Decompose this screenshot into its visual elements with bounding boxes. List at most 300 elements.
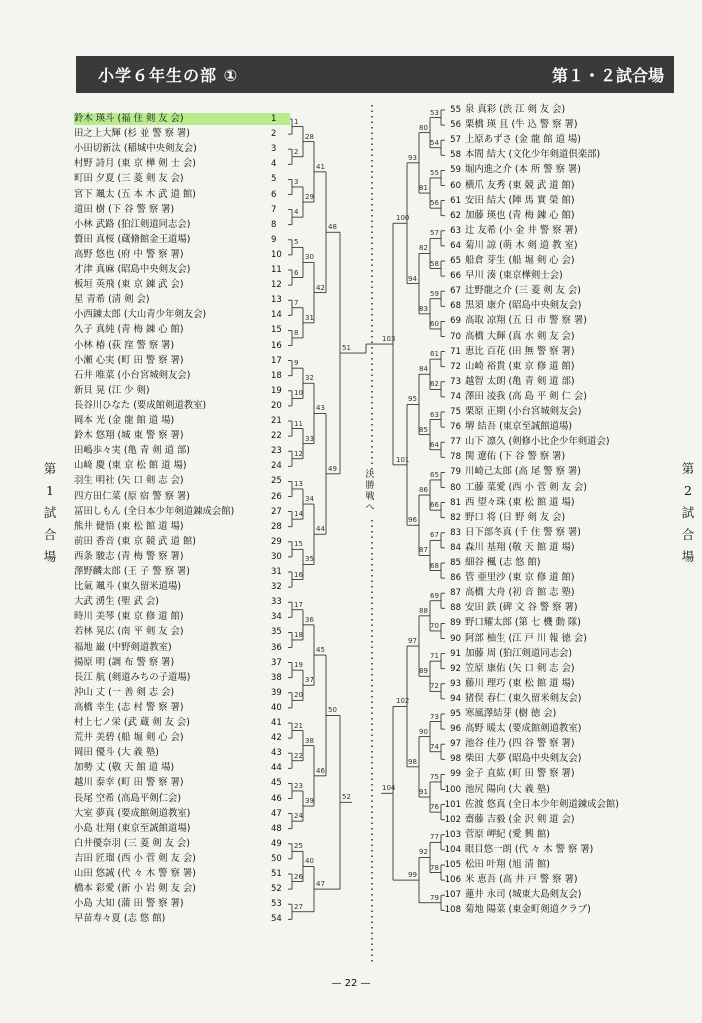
entry-row <box>74 642 290 654</box>
entry-name: 小林 椿 (荻 窪 警 察 署) <box>74 339 175 351</box>
entry-name: 松田 叶翔 (旭 清 館) <box>465 859 550 870</box>
entry-row <box>441 784 693 796</box>
entry-row <box>74 143 290 155</box>
entry-name: 田之上大輝 (杉 並 警 察 署) <box>74 128 190 140</box>
entry-row <box>74 717 290 729</box>
entry-name: 村上七ノ栄 (武 蔵 剣 友 会) <box>74 717 190 728</box>
match-number: 23 <box>294 781 303 790</box>
match-number: 30 <box>305 253 314 262</box>
entry-row <box>74 264 290 276</box>
entry-number: 61 <box>450 195 461 206</box>
entry-row <box>441 361 693 373</box>
match-number: 54 <box>430 138 439 147</box>
match-number: 31 <box>305 313 314 322</box>
entry-name: 堀内進之介 (本 所 警 察 署) <box>465 164 581 176</box>
entry-number: 51 <box>271 869 282 879</box>
match-number: 66 <box>430 501 439 510</box>
entry-number: 44 <box>271 763 282 774</box>
entry-number: 73 <box>450 376 461 387</box>
entry-name: 熊井 健悟 (東 松 館 道 場) <box>74 520 184 532</box>
entry-row <box>441 315 693 327</box>
entry-number: 66 <box>450 271 461 282</box>
entry-number: 4 <box>271 159 277 170</box>
entry-name: 鈴木 悠翔 (城 東 警 察 署) <box>74 430 184 442</box>
match-number: 70 <box>430 621 439 630</box>
entry-number: 88 <box>450 603 461 614</box>
match-number: 76 <box>430 803 439 812</box>
entry-row <box>74 128 290 140</box>
entry-name: 宮下 颯太 (五 本 木 武 道 館) <box>74 188 196 200</box>
entry-number: 43 <box>271 748 282 759</box>
entry-number: 36 <box>271 642 282 653</box>
match-number: 25 <box>294 842 303 851</box>
entry-number: 76 <box>450 422 461 433</box>
entry-row <box>74 173 290 185</box>
entry-row <box>441 346 693 358</box>
entry-name: 岡本 光 (金 龍 館 道 場) <box>74 415 175 426</box>
entry-name: 時川 美琴 (東 京 修 道 館) <box>74 611 184 623</box>
entry-number: 87 <box>450 588 461 599</box>
entry-name: 大武 湧生 (聖 武 会) <box>74 596 159 608</box>
entry-number: 46 <box>271 793 282 804</box>
entry-row <box>441 466 693 478</box>
entry-row <box>74 657 290 669</box>
match-number: 47 <box>316 880 325 889</box>
entry-row <box>441 587 693 599</box>
entry-name: 辻野龍之介 (三 菱 剣 友 会) <box>465 285 581 297</box>
entry-row <box>441 572 693 584</box>
match-number: 61 <box>430 350 439 359</box>
entry-name: 田嶋歩々実 (亀 青 剣 道 部) <box>74 445 190 457</box>
match-number: 92 <box>419 848 428 857</box>
entry-number: 60 <box>450 180 461 191</box>
entry-name: 細谷 楓 (志 悠 館) <box>465 557 541 568</box>
match-number: 53 <box>430 108 439 117</box>
entry-name: 加勢 丈 (敬 天 館 道 場) <box>74 762 175 774</box>
entry-name: 橋本 彩愛 (新 小 岩 剣 友 会) <box>74 883 196 895</box>
entry-number: 48 <box>271 823 282 834</box>
entry-name: 大室 夢真 (要成館剣道教室) <box>74 807 191 819</box>
entry-row <box>441 391 693 403</box>
entry-number: 64 <box>450 240 461 251</box>
entry-name: 吉田 匠瑠 (西 小 菅 剣 友 会) <box>74 852 196 864</box>
entry-row <box>74 309 290 321</box>
entry-row <box>441 406 693 418</box>
entry-name: 揚原 明 (調 布 警 察 署) <box>74 656 175 668</box>
entry-row <box>441 164 693 176</box>
entry-number: 23 <box>271 446 282 457</box>
entry-name: 小瀬 心実 (町 田 警 察 署) <box>74 354 184 366</box>
entry-name: 菅原 岬紀 (愛 興 館) <box>465 828 550 840</box>
entry-number: 91 <box>450 648 461 659</box>
entry-number: 1 <box>271 114 277 124</box>
match-number: 82 <box>419 244 428 253</box>
entry-name: 栗原 正期 (小台宮城剣友会) <box>465 406 582 417</box>
entry-number: 18 <box>271 370 282 381</box>
entry-name: 船倉 芽生 (船 堀 剣 心 会) <box>465 255 575 266</box>
match-number: 104 <box>382 784 396 793</box>
entry-name: 山崎 裕貴 (東 京 修 道 館) <box>465 360 575 372</box>
entry-number: 98 <box>450 754 461 765</box>
entry-number: 25 <box>271 476 282 487</box>
entry-row <box>74 324 290 336</box>
match-number: 67 <box>430 531 439 540</box>
entry-number: 104 <box>444 844 461 855</box>
entry-name: 関 遼佑 (下 谷 警 察 署) <box>465 451 566 463</box>
entry-name: 高野 悠也 (府 中 警 察 署) <box>74 248 184 260</box>
match-number: 102 <box>396 697 410 706</box>
entry-row <box>441 180 693 192</box>
entry-name: 羽生 明社 (矢 口 剣 志 会) <box>74 475 184 487</box>
entry-name: 新貝 晃 (江 少 剣) <box>74 384 150 396</box>
entry-name: 町田 夕夏 (三 菱 剣 友 会) <box>74 173 184 185</box>
entry-number: 3 <box>271 144 277 155</box>
entry-name: 堺 結吾 (東京至誠館道場) <box>465 421 573 433</box>
match-number: 27 <box>294 902 303 911</box>
entry-number: 37 <box>271 657 282 668</box>
entry-row <box>441 527 693 539</box>
entry-name: 荒井 美碧 (船 堀 剣 心 会) <box>74 732 184 744</box>
entry-row <box>441 874 693 886</box>
entry-row <box>441 859 693 871</box>
match-number: 37 <box>305 676 314 685</box>
entry-number: 12 <box>271 280 282 291</box>
entry-number: 68 <box>450 301 461 312</box>
entry-number: 83 <box>450 527 461 538</box>
match-number: 77 <box>430 833 439 842</box>
entry-number: 52 <box>271 884 282 895</box>
entry-number: 50 <box>271 853 282 864</box>
entry-row <box>74 868 290 880</box>
entry-number: 70 <box>450 331 461 342</box>
entry-name: 福地 巌 (中野剣道教室) <box>74 641 172 653</box>
entry-row <box>441 421 693 433</box>
entry-number: 57 <box>450 135 461 146</box>
entry-number: 102 <box>444 814 461 825</box>
match-number: 26 <box>294 872 303 881</box>
match-number: 2 <box>294 147 299 156</box>
match-number: 94 <box>408 274 417 283</box>
entry-number: 14 <box>271 310 282 321</box>
match-number: 3 <box>294 177 299 186</box>
entry-name: 管 亜里沙 (東 京 修 道 館) <box>465 572 575 584</box>
entry-row <box>74 355 290 367</box>
entry-number: 11 <box>271 265 282 275</box>
entry-name: 池尻 陽向 (大 義 塾) <box>465 783 550 795</box>
entry-name: 沖山 丈 (一 善 剣 志 会) <box>74 686 175 698</box>
entry-name: 山﨑 慶 (東 京 松 館 道 場) <box>74 460 187 472</box>
entry-name: 横爪 友秀 (東 競 武 道 館) <box>465 179 575 191</box>
entry-row <box>74 581 290 593</box>
entry-name: 笠原 康佑 (矢 口 剣 志 会) <box>465 662 575 674</box>
entry-row <box>74 506 290 518</box>
match-number: 56 <box>430 199 439 208</box>
match-number: 78 <box>430 863 439 872</box>
match-number: 40 <box>305 857 314 866</box>
entry-row <box>441 617 693 629</box>
match-number: 59 <box>430 289 439 298</box>
entry-row <box>441 512 693 524</box>
match-number: 17 <box>294 600 303 609</box>
entry-number: 84 <box>450 542 461 553</box>
entry-number: 92 <box>450 663 461 674</box>
entry-name: 泉 真彩 (渋 江 剣 友 会) <box>465 104 566 115</box>
entry-number: 107 <box>444 890 461 901</box>
entry-name: 金子 直紘 (町 田 警 察 署) <box>465 768 575 780</box>
match-number: 58 <box>430 259 439 268</box>
entry-number: 56 <box>450 120 461 131</box>
entry-row <box>74 913 290 925</box>
entry-number: 30 <box>271 551 282 562</box>
entry-row <box>441 602 693 614</box>
entry-row <box>441 844 693 856</box>
entry-name: 贅田 真桜 (蔵脩館金王道場) <box>74 233 191 245</box>
entry-name: 辻 友希 (小 金 井 警 察 署) <box>465 224 578 236</box>
match-number: 98 <box>408 757 417 766</box>
entry-name: 安田 結大 (陣 馬 實 榮 館) <box>465 194 575 206</box>
entry-number: 24 <box>271 461 282 472</box>
entry-number: 53 <box>271 899 282 910</box>
entry-name: 池谷 佳乃 (四 谷 警 察 署) <box>465 738 575 750</box>
entry-name: 高橋 大舟 (初 音 館 志 塾) <box>465 587 575 599</box>
entry-number: 101 <box>444 799 461 810</box>
entry-name: 越智 太朗 (亀 青 剣 道 部) <box>465 375 575 387</box>
entry-number: 82 <box>450 512 461 523</box>
entry-row <box>74 158 290 170</box>
entry-name: 長谷川ひなた (要成館剣道教室) <box>74 399 207 411</box>
entry-row <box>74 204 290 216</box>
entry-name: 久子 真純 (青 梅 錬 心 館) <box>74 324 184 336</box>
entry-name: 四方田仁菜 (原 宿 警 察 署) <box>74 490 190 502</box>
entry-name: 蓮井 永司 (城東大島剣友会) <box>465 889 582 901</box>
entry-name: 柴田 大夢 (昭島中央剣友会) <box>465 753 582 765</box>
match-number: 8 <box>294 328 299 337</box>
entry-row <box>441 799 693 811</box>
entry-row <box>441 195 693 207</box>
entry-number: 33 <box>271 597 282 608</box>
entry-row <box>441 436 693 448</box>
entry-number: 105 <box>444 860 461 870</box>
entry-row <box>74 823 290 835</box>
match-number: 11 <box>294 419 303 428</box>
match-number: 42 <box>316 283 325 292</box>
entry-row <box>441 104 693 116</box>
entry-name: 米 恵吾 (高 井 戸 警 察 署) <box>465 874 578 886</box>
entry-row <box>74 551 290 563</box>
match-number: 71 <box>430 652 439 661</box>
entry-row <box>74 883 290 895</box>
page-number: — 22 — <box>331 978 371 989</box>
match-number: 16 <box>294 570 303 579</box>
entry-name: 菊地 陽菜 (東金町剣道クラブ) <box>465 904 591 916</box>
entry-row <box>441 814 693 826</box>
match-number: 44 <box>316 525 325 534</box>
match-number: 34 <box>305 495 314 504</box>
entry-row <box>74 777 290 789</box>
entry-number: 8 <box>271 219 277 230</box>
entry-number: 5 <box>271 174 277 185</box>
entry-row <box>441 497 693 509</box>
entry-number: 86 <box>450 573 461 584</box>
entry-row <box>74 475 290 487</box>
entry-row <box>74 460 290 472</box>
entry-number: 55 <box>450 105 461 115</box>
match-number: 57 <box>430 229 439 238</box>
entry-row <box>74 808 290 820</box>
match-number: 62 <box>430 380 439 389</box>
entry-name: 小島 壮翔 (東京至誠館道場) <box>74 822 191 834</box>
entry-row <box>441 633 693 645</box>
entry-name: 猪俣 春仁 (東久留米剣友会) <box>465 692 582 704</box>
match-number: 83 <box>419 304 428 313</box>
entry-row <box>74 113 290 125</box>
entry-number: 96 <box>450 724 461 735</box>
match-number: 69 <box>430 591 439 600</box>
match-number: 28 <box>305 132 314 141</box>
entry-name: 若林 晃広 (南 平 剣 友 会) <box>74 626 184 638</box>
match-number: 97 <box>408 637 417 646</box>
entry-row <box>441 451 693 463</box>
entry-name: 安田 鉄 (碑 文 谷 警 察 署) <box>465 602 578 614</box>
entry-name: 西 望々珠 (東 松 館 道 場) <box>465 496 575 508</box>
entry-name: 黒須 康介 (昭島中央剣友会) <box>465 300 582 312</box>
entry-row <box>441 678 693 690</box>
entry-number: 39 <box>271 687 282 698</box>
entry-row <box>74 762 290 774</box>
entry-name: 高橋 大輝 (真 水 剣 友 会) <box>465 330 575 342</box>
match-number: 88 <box>419 606 428 615</box>
match-number: 41 <box>316 162 325 171</box>
entry-number: 67 <box>450 286 461 297</box>
entry-number: 58 <box>450 150 461 161</box>
match-number: 96 <box>408 516 417 525</box>
entry-name: 野口 将 (日 野 剣 友 会) <box>465 511 566 523</box>
entry-name: 早苗寿々夏 (志 悠 館) <box>74 913 166 925</box>
entry-row <box>441 270 693 282</box>
entry-row <box>74 626 290 638</box>
entry-row <box>441 663 693 675</box>
entry-name: 澤野麟太郎 (王 子 警 察 署) <box>74 566 190 577</box>
entry-row <box>74 189 290 201</box>
entry-number: 6 <box>271 189 277 200</box>
entry-row <box>441 255 693 267</box>
entry-row <box>441 557 693 569</box>
entry-number: 21 <box>271 416 282 426</box>
entry-name: 岡田 優斗 (大 義 塾) <box>74 747 159 759</box>
match-number: 64 <box>430 440 439 449</box>
match-number: 43 <box>316 404 325 413</box>
entry-number: 106 <box>444 875 461 886</box>
entry-number: 59 <box>450 165 461 176</box>
entry-name: 日下部冬真 (千 住 警 察 署) <box>465 526 581 538</box>
match-number: 14 <box>294 510 303 519</box>
entry-number: 80 <box>450 482 461 493</box>
match-number: 52 <box>342 793 351 802</box>
entry-row <box>74 491 290 503</box>
entry-name: 澤田 凌我 (高 島 平 剣 仁 会) <box>465 390 587 402</box>
entry-name: 加藤 周 (狛江剣道同志会) <box>465 647 573 659</box>
entry-number: 71 <box>450 346 461 357</box>
entry-number: 32 <box>271 582 282 593</box>
entry-number: 17 <box>271 355 282 366</box>
entry-name: 上原あずさ (金 龍 館 道 場) <box>465 134 581 146</box>
entry-number: 54 <box>271 914 282 925</box>
entry-number: 2 <box>271 129 277 140</box>
match-number: 79 <box>430 893 439 902</box>
match-number: 4 <box>294 208 299 217</box>
entry-name: 工藤 菜愛 (西 小 菅 剣 友 会) <box>465 481 587 493</box>
entry-number: 38 <box>271 672 282 683</box>
entry-number: 77 <box>450 437 461 448</box>
entry-name: 冨田しもん (全日本少年剣道錬成会館) <box>74 505 235 517</box>
match-number: 91 <box>419 788 428 797</box>
entry-name: 西条 駿志 (青 梅 警 察 署) <box>74 550 184 562</box>
match-number: 20 <box>294 691 303 700</box>
entry-name: 石井 唯菜 (小台宮城剣友会) <box>74 369 191 381</box>
entry-row <box>441 753 693 765</box>
section-title: 小学６年生の部 ① <box>98 66 239 85</box>
entry-name: 恵比 百花 (田 無 警 察 署) <box>465 345 575 357</box>
entry-name: 川崎己太郎 (高 尾 警 察 署) <box>465 466 581 478</box>
entry-row <box>441 482 693 494</box>
entry-name: 栗橋 瑛 且 (牛 込 警 察 署) <box>465 119 578 131</box>
entry-row <box>441 542 693 554</box>
entry-row <box>74 596 290 608</box>
entry-row <box>441 768 693 780</box>
entry-number: 99 <box>450 769 461 780</box>
match-number: 86 <box>419 486 428 495</box>
entry-row <box>441 376 693 388</box>
entry-name: 山田 悠誠 (代 々 木 警 察 署) <box>74 868 196 879</box>
entry-row <box>74 898 290 910</box>
match-number: 45 <box>316 646 325 655</box>
match-number: 10 <box>294 389 303 398</box>
entry-name: 白井優奈羽 (三 菱 剣 友 会) <box>74 837 190 849</box>
entry-number: 47 <box>271 808 282 819</box>
entry-row <box>74 340 290 352</box>
entry-name: 小林 武路 (狛江剣道同志会) <box>74 218 191 230</box>
entry-name: 長江 航 (剣道みちの子道場) <box>74 671 191 683</box>
entry-name: 比氣 颯斗 (東久留米道場) <box>74 581 182 593</box>
entry-number: 49 <box>271 838 282 849</box>
entry-name: 長尾 空希 (高島平剣仁会) <box>74 792 182 804</box>
match-number: 7 <box>294 298 299 307</box>
entry-row <box>441 240 693 252</box>
entry-number: 81 <box>450 497 461 508</box>
entry-row <box>74 234 290 246</box>
entry-name: 菊川 諒 (萌 木 剣 道 教 室) <box>465 239 578 251</box>
match-number: 75 <box>430 772 439 781</box>
entry-name: 阿部 柚生 (江 戸 川 報 徳 会) <box>465 632 587 644</box>
entry-row <box>74 732 290 744</box>
entry-number: 10 <box>271 249 282 260</box>
entry-number: 45 <box>271 778 282 789</box>
entry-name: 道田 樹 (下 谷 警 察 署) <box>74 203 175 215</box>
entry-number: 31 <box>271 567 282 577</box>
entry-row <box>74 702 290 714</box>
entry-number: 26 <box>271 491 282 502</box>
entry-number: 29 <box>271 536 282 547</box>
entry-number: 100 <box>444 784 461 795</box>
match-number: 89 <box>419 667 428 676</box>
entry-row <box>441 210 693 222</box>
entry-number: 89 <box>450 618 461 629</box>
entry-row <box>74 838 290 850</box>
match-number: 13 <box>294 479 303 488</box>
entry-name: 齋藤 吉毅 (金 沢 剣 道 会) <box>465 813 575 825</box>
entry-name: 小田切新汰 (稲城中央剣友会) <box>74 143 197 155</box>
entry-number: 16 <box>271 340 282 351</box>
